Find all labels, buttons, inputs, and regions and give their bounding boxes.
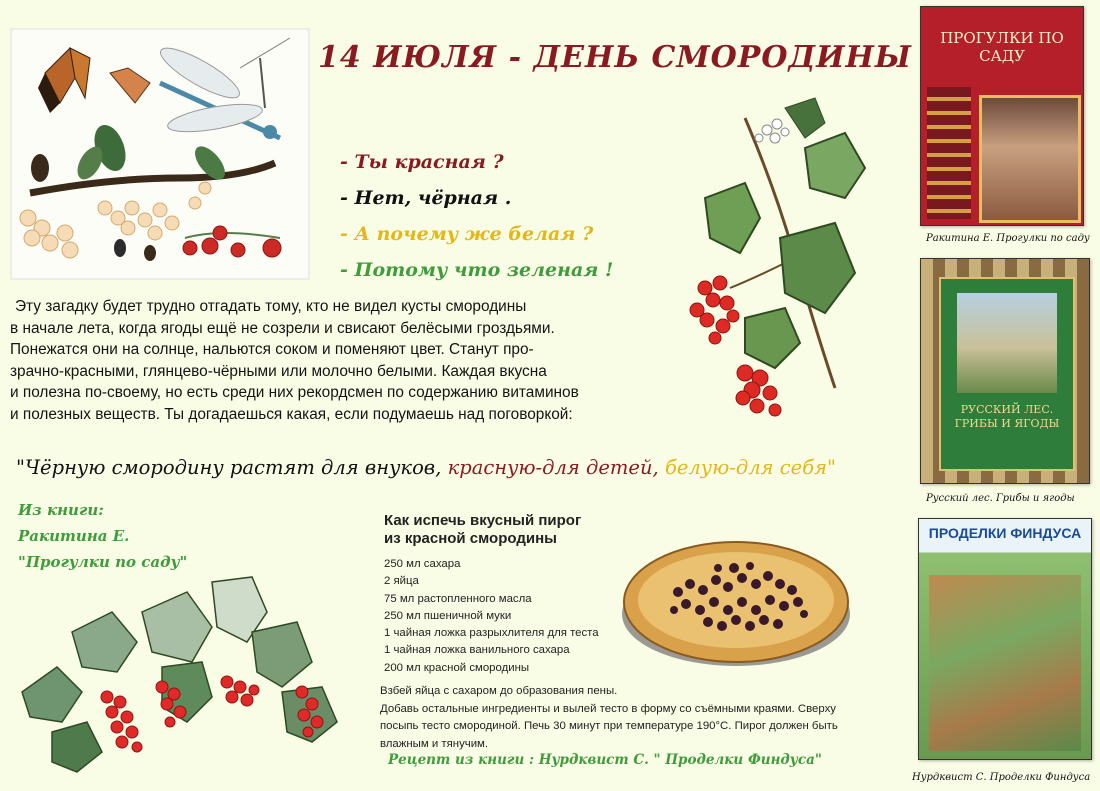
book-cover-title: ПРОГУЛКИ ПО САДУ xyxy=(940,29,1064,65)
book-cover-border xyxy=(927,87,971,219)
currant-bush-illustration xyxy=(12,572,352,782)
source-line: "Прогулки по саду" xyxy=(18,553,188,571)
book-cover-findus xyxy=(918,518,1092,760)
method-line: влажным и тянучим. xyxy=(380,737,489,750)
source-line: Из книги: xyxy=(18,501,104,519)
book-cover-progulki xyxy=(920,6,1084,226)
red-currant-branch-illustration xyxy=(685,88,890,428)
book-cover-image xyxy=(957,293,1057,393)
proverb-black: "Чёрную смородину растят для внуков, xyxy=(16,456,442,479)
method-line: Добавь остальные ингредиенты и вылей тесто в форму со съёмными краями. Сверху xyxy=(380,702,836,715)
ingredients-list xyxy=(384,556,599,677)
source-line: Ракитина Е. xyxy=(18,527,130,545)
paragraph-line: и полезных веществ. Ты догадаешься какая, если подумаешь над поговоркой: xyxy=(10,405,573,423)
riddle-line: - Нет, чёрная . xyxy=(340,187,512,209)
paragraph-line: в начале лета, когда ягоды ещё не созрели и свисают белёсыми гроздьями. xyxy=(10,319,555,337)
ingredient-item: 2 яйца xyxy=(384,575,419,588)
book-cover-russky-les xyxy=(920,258,1090,484)
ingredient-item: 1 чайная ложка разрыхлителя для теста xyxy=(384,627,599,640)
proverb-yellow: белую-для себя" xyxy=(664,456,836,479)
book-caption: Нурдквист С. Проделки Финдуса xyxy=(912,772,1091,783)
book-cover-image xyxy=(929,575,1081,751)
insects-currant-illustration xyxy=(10,28,310,280)
ingredient-item: 250 мл сахара xyxy=(384,558,461,570)
page-title: 14 ИЮЛЯ - ДЕНЬ СМОРОДИНЫ xyxy=(318,40,912,75)
description-paragraph xyxy=(10,296,690,425)
recipe-title xyxy=(384,512,614,548)
riddle-line: - Потому что зеленая ! xyxy=(340,259,614,281)
paragraph-line: и полезна по-своему, но есть среди них рекордсмен по содержанию витаминов xyxy=(10,384,579,401)
paragraph-line: Эту загадку будет трудно отгадать тому, кто не видел кусты смородины xyxy=(15,298,527,315)
recipe-source: Рецепт из книги : Нурдквист С. " Проделки Финдуса" xyxy=(388,752,822,768)
ingredient-item: 75 мл растопленного масла xyxy=(384,592,532,605)
book-cover-image xyxy=(979,95,1081,223)
book-caption: Ракитина Е. Прогулки по саду xyxy=(926,233,1090,244)
riddle-line: - А почему же белая ? xyxy=(340,223,594,245)
ingredient-item: 1 чайная ложка ванильного сахара xyxy=(384,644,570,657)
recipe-title-line: Как испечь вкусный пирог xyxy=(384,512,582,529)
paragraph-line: зрачно-красными, глянцево-чёрными или молочно белыми. Каждая вкусна xyxy=(10,362,547,380)
book-cover-title: РУССКИЙ ЛЕС. ГРИБЫ И ЯГОДЫ xyxy=(954,403,1060,430)
currant-pie-illustration xyxy=(618,532,854,672)
recipe-method xyxy=(380,683,850,753)
book-cover-panel xyxy=(939,277,1075,471)
riddle-line: - Ты красная ? xyxy=(340,151,504,173)
method-line: Взбей яйца с сахаром до образования пены. xyxy=(380,685,618,697)
riddle-dialogue xyxy=(340,144,613,288)
book-cover-title: ПРОДЕЛКИ ФИНДУСА xyxy=(928,525,1082,541)
book-caption: Русский лес. Грибы и ягоды xyxy=(926,493,1075,504)
proverb-red: красную-для детей, xyxy=(447,456,659,479)
ingredient-item: 200 мл красной смородины xyxy=(384,661,530,674)
proverb xyxy=(16,456,916,479)
method-line: посыпь тесто смородиной. Печь 30 минут при температуре 190°С. Пирог должен быть xyxy=(380,720,838,732)
paragraph-line: Понежатся они на солнце, нальются соком и поменяют цвет. Станут про- xyxy=(10,341,534,358)
ingredient-item: 250 мл пшеничной муки xyxy=(384,609,512,622)
recipe-title-line: из красной смородины xyxy=(384,530,557,547)
book-source xyxy=(18,497,187,575)
